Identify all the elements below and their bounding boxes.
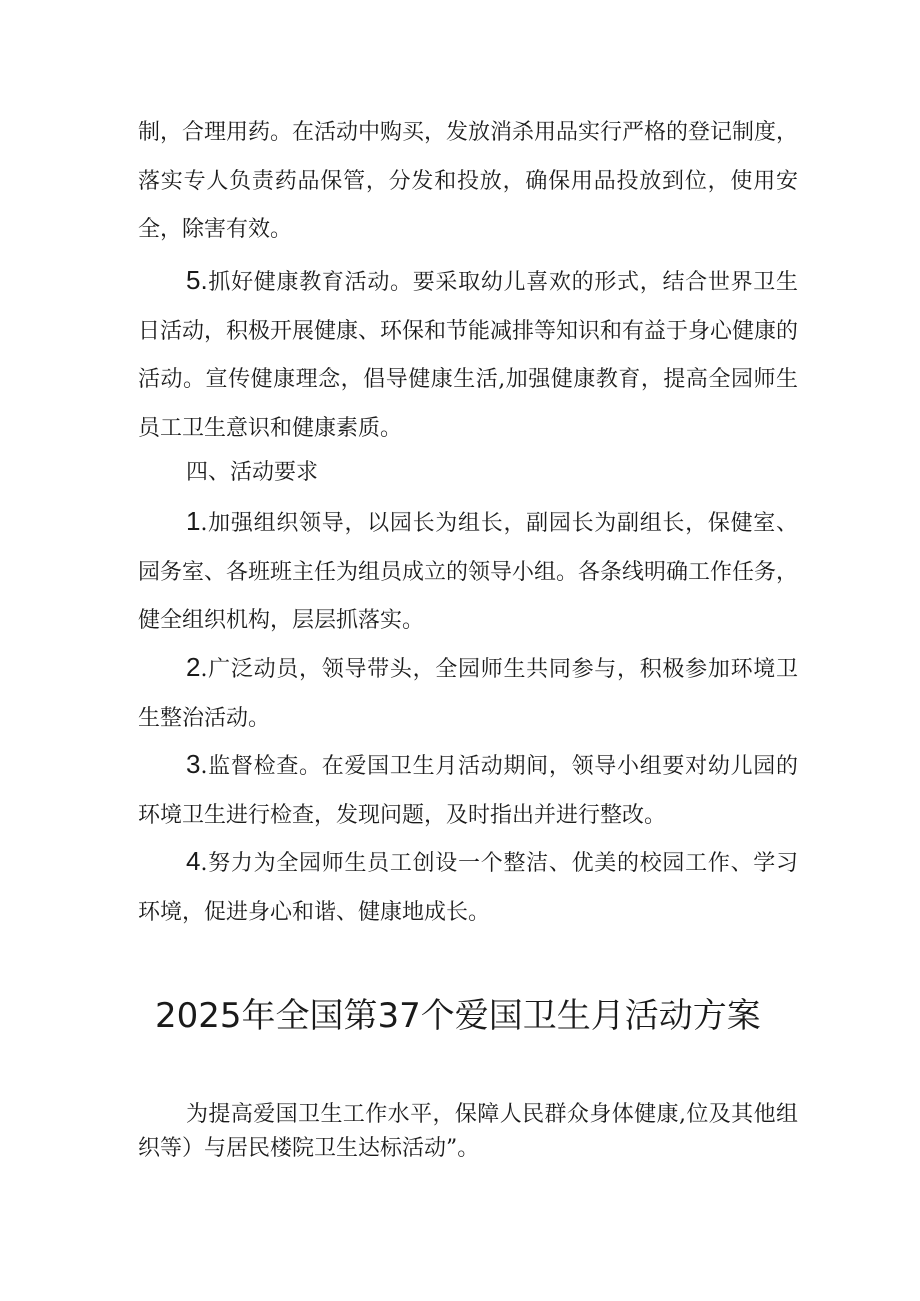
document-title: 2025年全国第37个爱国卫生月活动方案 — [155, 996, 761, 1036]
item-number: 1 — [186, 506, 201, 536]
section-heading: 四、活动要求 — [186, 460, 319, 485]
requirement-item-1: 1.加强组织领导，以园长为组长，副园长为副组长，保健室、园务室、各班班主任为组员成立的领导小组。各条线明确工作任务，健全组织机构，层层抓落实。 — [138, 506, 799, 633]
paragraph-consumables: 制，合理用药。在活动中购买，发放消杀用品实行严格的登记制度，落实专人负责药品保管，分发和投放，确保用品投放到位，使用安全，除害有效。 — [138, 120, 799, 242]
paragraph-health-education: 5.抓好健康教育活动。要采取幼儿喜欢的形式，结合世界卫生日活动，积极开展健康、环保和节能减排等知识和有益于身心健康的活动。宣传健康理念，倡导健康生活,加强健康教育，提高全园师生员工卫生意识和健康素质。 — [138, 265, 799, 441]
item-number: 5. — [186, 265, 208, 295]
item-number: 4 — [186, 846, 201, 876]
item-number: 3 — [186, 749, 201, 779]
intro-paragraph: 为提高爱国卫生工作水平，保障人民群众身体健康,位及其他组织等）与居民楼院卫生达标活动”。 — [138, 1102, 798, 1161]
requirement-item-3: 3.监督检查。在爱国卫生月活动期间，领导小组要对幼儿园的环境卫生进行检查，发现问题，及时指出并进行整改。 — [138, 749, 798, 828]
requirement-item-2: 2.广泛动员，领导带头，全园师生共同参与，积极参加环境卫生整治活动。 — [138, 652, 798, 731]
item-number: 2 — [186, 652, 201, 682]
requirement-item-4: 4.努力为全园师生员工创设一个整洁、优美的校园工作、学习环境，促进身心和谐、健康地成长。 — [138, 846, 798, 925]
